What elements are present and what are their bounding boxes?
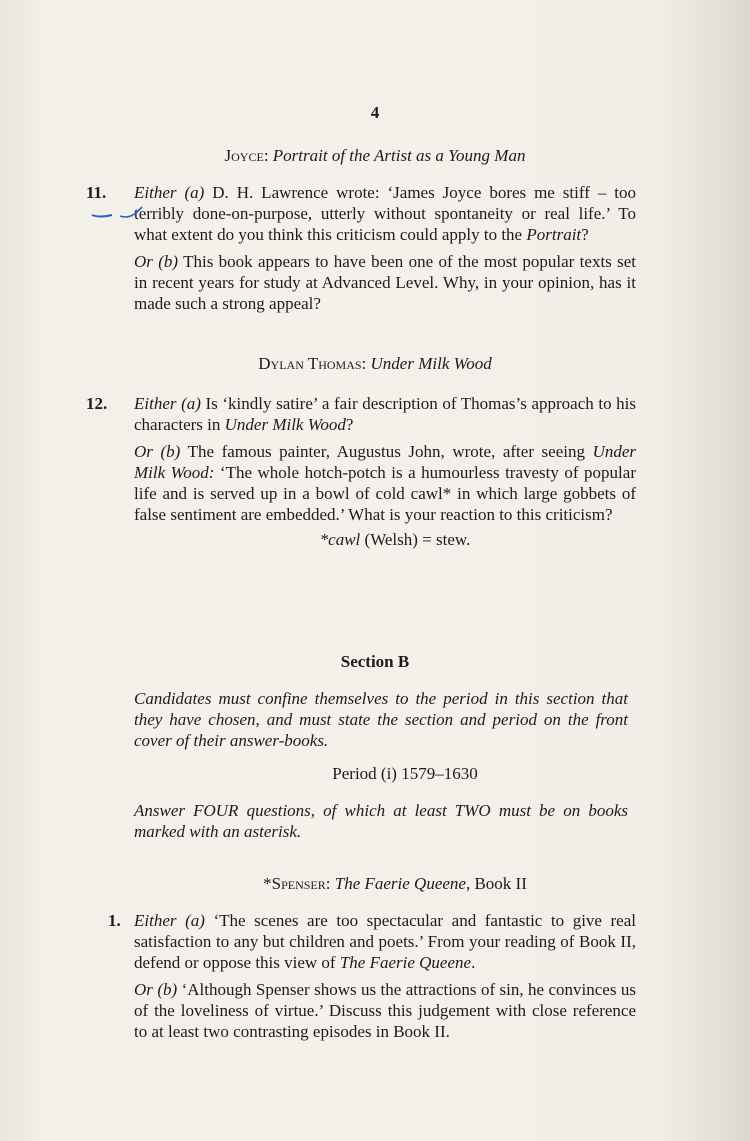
question-12-part-b: Or (b) The famous painter, Augustus John, wrote, after seeing Under Milk Wood: ‘The whole hotch-potch is a humourless travesty of popular life and is served up in a bowl of cold cawl* in which large gobbets of false sentiment are embedded.’ What is your reaction to this criticism? [134, 442, 637, 524]
page-number: 4 [370, 103, 380, 122]
question-number: 12. [86, 394, 108, 413]
cawl-footnote: *cawl (Welsh) = stew. [319, 530, 471, 549]
spenser-book: , Book II [465, 874, 527, 893]
question-11-part-a: Either (a) D. H. Lawrence wrote: ‘James Joyce bores me stiff – too terribly done-on-purpose, utterly without spontaneity or real life.’ To what extent do you think this criticism could apply to the Portrait? [134, 183, 636, 244]
question-1-part-a: Either (a) ‘The scenes are too spectacular and fantastic to give real satisfaction to any but children and poets.’ From your reading of Book II, defend or oppose this view of The Faerie Queene. [134, 911, 636, 972]
section-b-instruction: Candidates must confine themselves to the period in this section that they have chosen, and must state the section and period on the front cover of their answer-books. [134, 689, 628, 750]
question-number: 11. [86, 183, 107, 202]
section-b-title: Section B [340, 652, 410, 671]
answer-instruction: Answer FOUR questions, of which at least TWO must be on books marked with an asterisk. [134, 801, 628, 841]
question-number: 1. [108, 911, 121, 930]
question-1 [90, 910, 636, 1048]
question-11-part-b: Or (b) This book appears to have been one of the most popular texts set in recent years for study at Advanced Level. Why, in your opinion, has it made such a strong appeal? [134, 252, 636, 313]
spenser-heading: *Spenser: The Faerie Queene, Book II [263, 874, 527, 893]
thomas-work: Under Milk Wood [370, 354, 492, 373]
show-through-text [120, 566, 640, 585]
spenser-author: *Spenser [263, 874, 326, 893]
thomas-heading: Dylan Thomas: Under Milk Wood [258, 354, 492, 373]
question-11 [86, 182, 636, 320]
joyce-work: Portrait of the Artist as a Young Man [272, 146, 526, 165]
joyce-heading: Joyce: Portrait of the Artist as a Young Man [224, 146, 526, 165]
question-12 [86, 393, 637, 531]
period-label: Period (i) 1579–1630 [332, 764, 478, 783]
question-12-part-a: Either (a) Is ‘kindly satire’ a fair description of Thomas’s approach to his characters in Under Milk Wood? [134, 394, 637, 434]
spenser-work: The Faerie Queene [334, 874, 466, 893]
question-1-part-b: Or (b) ‘Although Spenser shows us the attractions of sin, he convinces us of the loveliness of virtue.’ Discuss this judgement with close reference to at least two contrasting episodes in Book II. [134, 980, 637, 1041]
pen-underline-mark [90, 201, 150, 221]
joyce-author: Joyce [224, 146, 264, 165]
thomas-author: Dylan Thomas [258, 354, 362, 373]
